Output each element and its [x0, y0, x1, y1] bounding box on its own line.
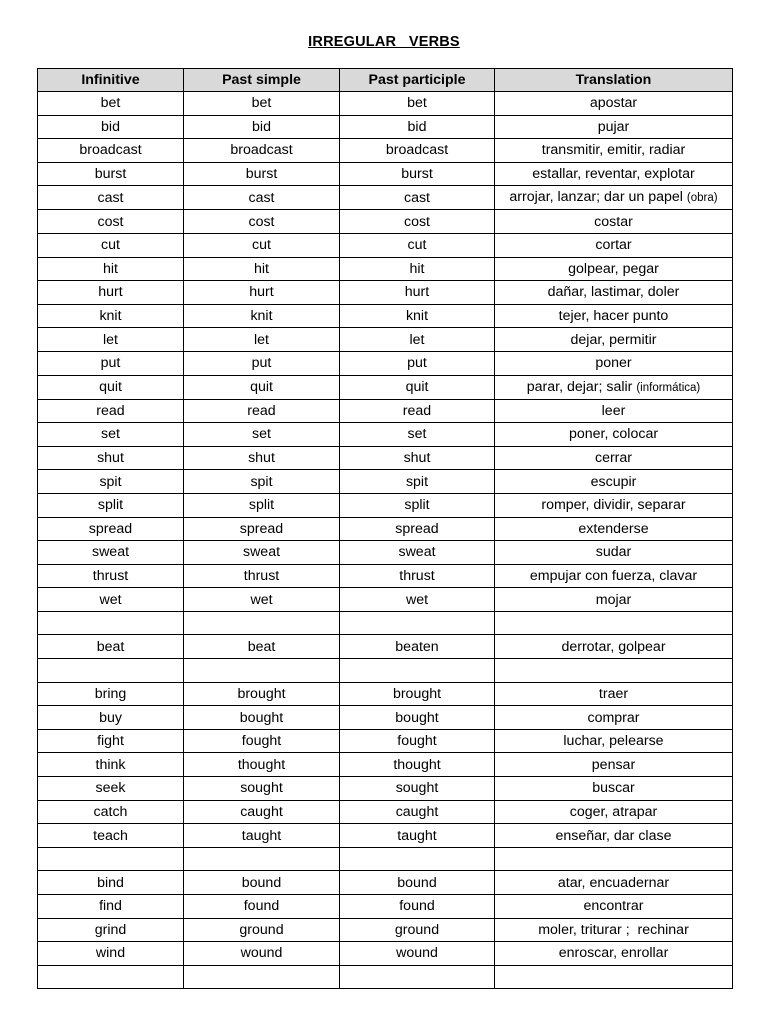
- past-simple-cell: bought: [184, 706, 340, 730]
- translation-cell: [495, 541, 733, 565]
- infinitive-cell: sweat: [38, 541, 184, 565]
- table-row: [38, 895, 733, 919]
- translation-text: moler, triturar ; rechinar: [538, 921, 689, 938]
- past-simple-cell: thought: [184, 753, 340, 777]
- past-participle-cell: sweat: [340, 541, 495, 565]
- table-row: [38, 753, 733, 777]
- translation-text: apostar: [589, 95, 638, 112]
- table-row: [38, 328, 733, 352]
- translation-cell: [495, 162, 733, 186]
- past-simple-cell: burst: [184, 162, 340, 186]
- past-participle-cell: brought: [340, 682, 495, 706]
- translation-cell: [495, 304, 733, 328]
- translation-text: arrojar, lanzar; dar un papel: [509, 189, 687, 206]
- infinitive-cell: fight: [38, 729, 184, 753]
- table-row: [38, 162, 733, 186]
- past-simple-cell: shut: [184, 446, 340, 470]
- past-participle-cell: fought: [340, 729, 495, 753]
- past-simple-cell: found: [184, 895, 340, 919]
- past-participle-cell: quit: [340, 375, 495, 399]
- translation-text: cerrar: [594, 450, 633, 467]
- infinitive-cell: [38, 965, 184, 989]
- translation-cell: [495, 233, 733, 257]
- translation-text: romper, dividir, separar: [541, 497, 686, 514]
- translation-cell: [495, 423, 733, 447]
- past-participle-cell: thrust: [340, 564, 495, 588]
- past-simple-cell: fought: [184, 729, 340, 753]
- translation-text: parar, dejar; salir: [526, 378, 637, 395]
- translation-cell: [495, 753, 733, 777]
- past-participle-cell: knit: [340, 304, 495, 328]
- table-row: [38, 800, 733, 824]
- infinitive-cell: beat: [38, 635, 184, 659]
- past-participle-cell: let: [340, 328, 495, 352]
- table-row: [38, 918, 733, 942]
- infinitive-cell: [38, 611, 184, 635]
- past-simple-cell: [184, 965, 340, 989]
- past-participle-cell: hit: [340, 257, 495, 281]
- past-participle-cell: thought: [340, 753, 495, 777]
- past-participle-cell: put: [340, 351, 495, 375]
- table-body: [38, 92, 733, 989]
- translation-cell: [495, 139, 733, 163]
- translation-cell: [495, 918, 733, 942]
- table-row: [38, 541, 733, 565]
- infinitive-cell: [38, 847, 184, 871]
- past-participle-cell: shut: [340, 446, 495, 470]
- infinitive-cell: thrust: [38, 564, 184, 588]
- past-simple-cell: bet: [184, 92, 340, 116]
- translation-cell: [495, 564, 733, 588]
- past-participle-cell: beaten: [340, 635, 495, 659]
- table-row: [38, 965, 733, 989]
- translation-cell: [495, 895, 733, 919]
- past-participle-cell: [340, 659, 495, 683]
- infinitive-cell: put: [38, 351, 184, 375]
- translation-cell: [495, 800, 733, 824]
- past-participle-cell: wound: [340, 942, 495, 966]
- header-past-simple: Past simple: [184, 69, 340, 92]
- past-simple-cell: split: [184, 493, 340, 517]
- past-simple-cell: sweat: [184, 541, 340, 565]
- translation-text: pensar: [591, 756, 636, 773]
- past-simple-cell: cut: [184, 233, 340, 257]
- past-simple-cell: spread: [184, 517, 340, 541]
- past-participle-cell: split: [340, 493, 495, 517]
- infinitive-cell: let: [38, 328, 184, 352]
- table-row: [38, 942, 733, 966]
- past-simple-cell: broadcast: [184, 139, 340, 163]
- past-participle-cell: taught: [340, 824, 495, 848]
- translation-text: dejar, permitir: [570, 331, 657, 348]
- translation-text: encontrar: [583, 898, 644, 915]
- translation-text: mojar: [595, 591, 632, 608]
- table-row: [38, 257, 733, 281]
- translation-text: tejer, hacer punto: [558, 308, 669, 325]
- past-simple-cell: sought: [184, 777, 340, 801]
- translation-cell: [495, 186, 733, 210]
- past-simple-cell: beat: [184, 635, 340, 659]
- irregular-verbs-table: [37, 68, 733, 989]
- past-simple-cell: cast: [184, 186, 340, 210]
- past-participle-cell: ground: [340, 918, 495, 942]
- table-row: [38, 729, 733, 753]
- translation-text: escupir: [590, 473, 637, 490]
- past-participle-cell: spit: [340, 470, 495, 494]
- past-simple-cell: set: [184, 423, 340, 447]
- past-simple-cell: spit: [184, 470, 340, 494]
- table-row: [38, 493, 733, 517]
- infinitive-cell: quit: [38, 375, 184, 399]
- translation-cell: [495, 611, 733, 635]
- past-simple-cell: [184, 847, 340, 871]
- infinitive-cell: bind: [38, 871, 184, 895]
- past-participle-cell: bought: [340, 706, 495, 730]
- past-simple-cell: put: [184, 351, 340, 375]
- past-participle-cell: set: [340, 423, 495, 447]
- table-header: [38, 69, 733, 92]
- translation-cell: [495, 328, 733, 352]
- infinitive-cell: bid: [38, 115, 184, 139]
- table-row: [38, 564, 733, 588]
- infinitive-cell: spread: [38, 517, 184, 541]
- infinitive-cell: seek: [38, 777, 184, 801]
- past-simple-cell: quit: [184, 375, 340, 399]
- translation-note: (informática): [636, 381, 701, 394]
- infinitive-cell: knit: [38, 304, 184, 328]
- translation-cell: [495, 729, 733, 753]
- past-participle-cell: bid: [340, 115, 495, 139]
- translation-cell: [495, 706, 733, 730]
- translation-cell: [495, 470, 733, 494]
- infinitive-cell: hit: [38, 257, 184, 281]
- translation-cell: [495, 115, 733, 139]
- past-participle-cell: broadcast: [340, 139, 495, 163]
- infinitive-cell: split: [38, 493, 184, 517]
- infinitive-cell: cost: [38, 210, 184, 234]
- translation-text: derrotar, golpear: [561, 638, 666, 655]
- past-participle-cell: cost: [340, 210, 495, 234]
- past-participle-cell: cast: [340, 186, 495, 210]
- infinitive-cell: hurt: [38, 281, 184, 305]
- translation-cell: [495, 965, 733, 989]
- table-row: [38, 446, 733, 470]
- table-row: [38, 470, 733, 494]
- translation-text: estallar, reventar, explotar: [532, 166, 695, 183]
- translation-text: empujar con fuerza, clavar: [529, 567, 698, 584]
- translation-text: dañar, lastimar, doler: [547, 284, 680, 301]
- table-row: [38, 659, 733, 683]
- translation-note: (obra): [686, 192, 718, 205]
- past-simple-cell: [184, 659, 340, 683]
- table-row: [38, 824, 733, 848]
- translation-text: comprar: [587, 709, 640, 726]
- header-past-participle: Past participle: [340, 69, 495, 92]
- table-row: [38, 847, 733, 871]
- table-row: [38, 871, 733, 895]
- past-simple-cell: cost: [184, 210, 340, 234]
- translation-cell: [495, 659, 733, 683]
- past-simple-cell: wet: [184, 588, 340, 612]
- infinitive-cell: grind: [38, 918, 184, 942]
- past-participle-cell: found: [340, 895, 495, 919]
- past-simple-cell: hurt: [184, 281, 340, 305]
- translation-cell: [495, 588, 733, 612]
- past-simple-cell: hit: [184, 257, 340, 281]
- translation-cell: [495, 446, 733, 470]
- page-title: IRREGULAR VERBS: [308, 34, 460, 50]
- table-row: [38, 399, 733, 423]
- table-row: [38, 682, 733, 706]
- translation-text: transmitir, emitir, radiar: [541, 142, 686, 159]
- past-participle-cell: caught: [340, 800, 495, 824]
- table-row: [38, 635, 733, 659]
- translation-cell: [495, 399, 733, 423]
- translation-cell: [495, 871, 733, 895]
- table-row: [38, 139, 733, 163]
- translation-text: buscar: [592, 780, 635, 797]
- table-row: [38, 375, 733, 399]
- translation-text: poner: [595, 355, 632, 372]
- translation-cell: [495, 210, 733, 234]
- table-row: [38, 115, 733, 139]
- infinitive-cell: catch: [38, 800, 184, 824]
- translation-text: cortar: [595, 237, 632, 254]
- translation-cell: [495, 493, 733, 517]
- header-row: [38, 69, 733, 92]
- table-row: [38, 233, 733, 257]
- translation-cell: [495, 942, 733, 966]
- translation-cell: [495, 375, 733, 399]
- translation-cell: [495, 281, 733, 305]
- header-translation: Translation: [495, 69, 733, 92]
- infinitive-cell: buy: [38, 706, 184, 730]
- infinitive-cell: read: [38, 399, 184, 423]
- table-row: [38, 281, 733, 305]
- past-participle-cell: bet: [340, 92, 495, 116]
- table-row: [38, 186, 733, 210]
- infinitive-cell: burst: [38, 162, 184, 186]
- table-row: [38, 423, 733, 447]
- infinitive-cell: spit: [38, 470, 184, 494]
- table-row: [38, 351, 733, 375]
- past-participle-cell: spread: [340, 517, 495, 541]
- table-row: [38, 588, 733, 612]
- translation-text: luchar, pelearse: [563, 733, 664, 750]
- past-participle-cell: wet: [340, 588, 495, 612]
- infinitive-cell: cast: [38, 186, 184, 210]
- past-simple-cell: let: [184, 328, 340, 352]
- past-simple-cell: brought: [184, 682, 340, 706]
- translation-cell: [495, 257, 733, 281]
- infinitive-cell: teach: [38, 824, 184, 848]
- past-participle-cell: burst: [340, 162, 495, 186]
- infinitive-cell: set: [38, 423, 184, 447]
- infinitive-cell: broadcast: [38, 139, 184, 163]
- past-participle-cell: [340, 847, 495, 871]
- past-simple-cell: read: [184, 399, 340, 423]
- past-participle-cell: cut: [340, 233, 495, 257]
- translation-text: leer: [601, 402, 626, 419]
- translation-text: extenderse: [578, 520, 649, 537]
- past-participle-cell: [340, 965, 495, 989]
- translation-text: costar: [594, 213, 633, 230]
- translation-cell: [495, 777, 733, 801]
- translation-cell: [495, 635, 733, 659]
- translation-text: sudar: [595, 544, 632, 561]
- table-row: [38, 210, 733, 234]
- past-simple-cell: thrust: [184, 564, 340, 588]
- table-row: [38, 517, 733, 541]
- past-simple-cell: knit: [184, 304, 340, 328]
- table-row: [38, 777, 733, 801]
- infinitive-cell: shut: [38, 446, 184, 470]
- translation-text: poner, colocar: [568, 426, 659, 443]
- infinitive-cell: find: [38, 895, 184, 919]
- past-participle-cell: hurt: [340, 281, 495, 305]
- translation-text: enroscar, enrollar: [558, 945, 669, 962]
- infinitive-cell: bet: [38, 92, 184, 116]
- infinitive-cell: bring: [38, 682, 184, 706]
- translation-cell: [495, 824, 733, 848]
- infinitive-cell: cut: [38, 233, 184, 257]
- past-participle-cell: read: [340, 399, 495, 423]
- table-row: [38, 92, 733, 116]
- translation-cell: [495, 92, 733, 116]
- header-infinitive: Infinitive: [38, 69, 184, 92]
- past-simple-cell: caught: [184, 800, 340, 824]
- translation-text: coger, atrapar: [569, 803, 658, 820]
- infinitive-cell: [38, 659, 184, 683]
- past-simple-cell: bid: [184, 115, 340, 139]
- past-participle-cell: [340, 611, 495, 635]
- translation-text: pujar: [597, 118, 630, 135]
- past-participle-cell: sought: [340, 777, 495, 801]
- past-simple-cell: ground: [184, 918, 340, 942]
- translation-text: enseñar, dar clase: [555, 827, 672, 844]
- past-simple-cell: [184, 611, 340, 635]
- table-row: [38, 304, 733, 328]
- translation-cell: [495, 682, 733, 706]
- past-simple-cell: bound: [184, 871, 340, 895]
- infinitive-cell: think: [38, 753, 184, 777]
- past-simple-cell: wound: [184, 942, 340, 966]
- translation-text: atar, encuadernar: [557, 874, 670, 891]
- infinitive-cell: wet: [38, 588, 184, 612]
- translation-cell: [495, 517, 733, 541]
- translation-text: traer: [598, 685, 629, 702]
- table-row: [38, 706, 733, 730]
- translation-cell: [495, 351, 733, 375]
- translation-cell: [495, 847, 733, 871]
- infinitive-cell: wind: [38, 942, 184, 966]
- translation-text: golpear, pegar: [568, 260, 659, 277]
- past-participle-cell: bound: [340, 871, 495, 895]
- past-simple-cell: taught: [184, 824, 340, 848]
- table-row: [38, 611, 733, 635]
